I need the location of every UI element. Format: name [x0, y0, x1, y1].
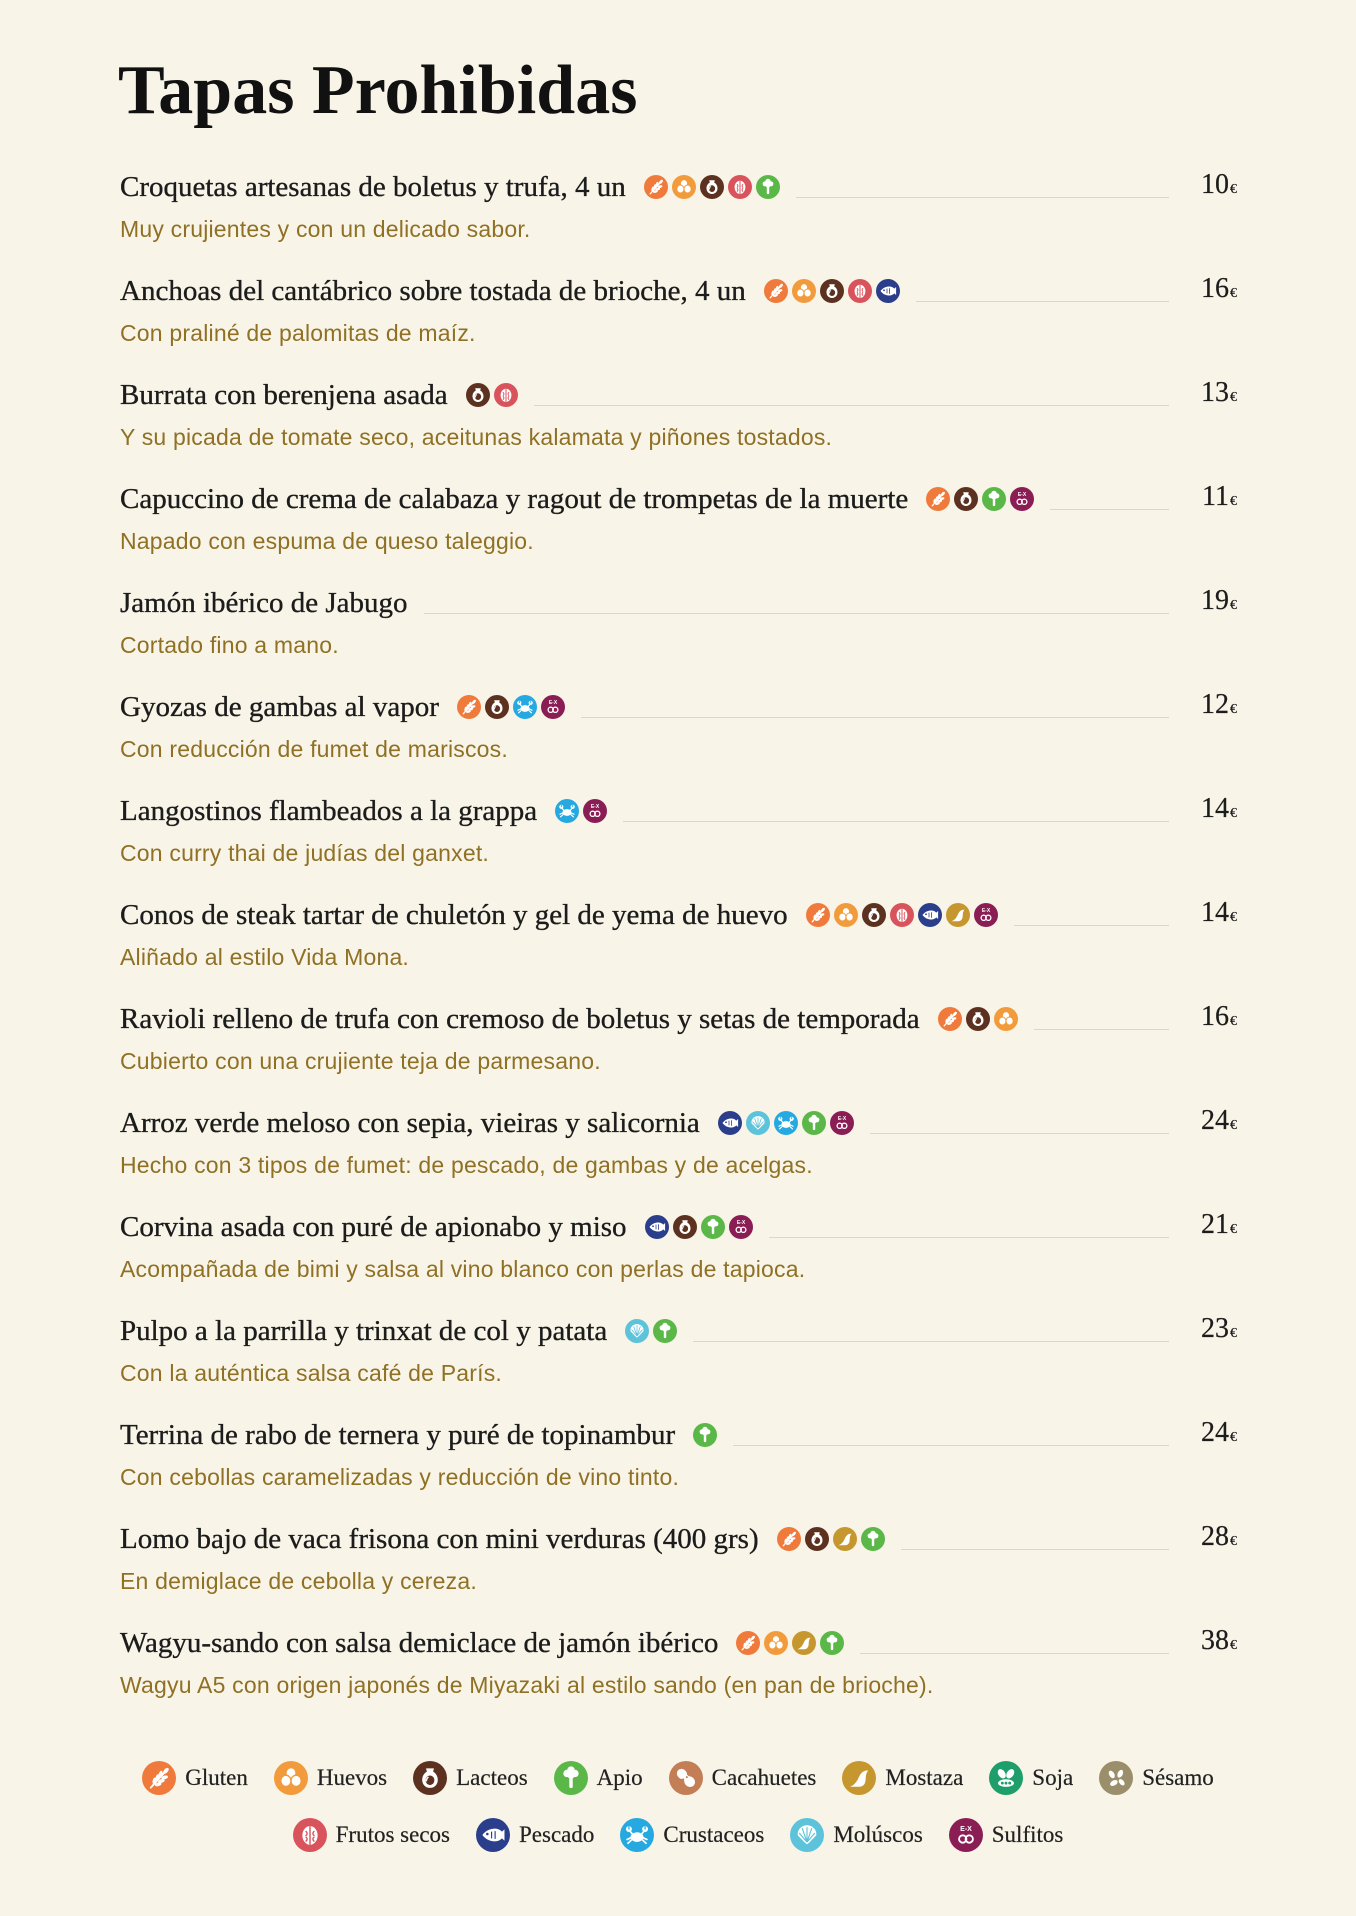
item-description: Cubierto con una crujiente teja de parmesano. [120, 1048, 601, 1074]
item-name: Gyozas de gambas al vapor [120, 691, 439, 723]
menu-list [120, 167, 1237, 1727]
celery-icon [554, 1761, 588, 1795]
item-price [1179, 1309, 1237, 1354]
wheat-icon [644, 175, 668, 199]
item-price [1179, 997, 1237, 1042]
legend-item-lacteos [413, 1761, 528, 1795]
price-amount: 14 [1201, 896, 1229, 928]
item-description: Con curry thai de judías del ganxet. [120, 840, 490, 866]
item-price [1179, 789, 1237, 834]
legend-label: Apio [596, 1765, 643, 1790]
item-description: Napado con espuma de queso taleggio. [120, 528, 534, 554]
menu-item [120, 791, 1237, 895]
legend-label: Sésamo [1142, 1765, 1214, 1790]
currency-symbol: € [1230, 1325, 1237, 1341]
milk-jug-icon [700, 175, 724, 199]
legend-item-huevos [274, 1761, 387, 1795]
item-price [1179, 1101, 1237, 1146]
currency-symbol: € [1230, 493, 1237, 509]
item-name: Lomo bajo de vaca frisona con mini verduras (400 grs) [120, 1523, 759, 1555]
allergen-icons [555, 799, 607, 823]
leader-line [769, 1237, 1169, 1238]
price-amount: 12 [1201, 688, 1229, 720]
item-price [1179, 581, 1237, 626]
celery-icon [982, 487, 1006, 511]
menu-item-header [120, 791, 1237, 831]
sulfites-icon [830, 1111, 854, 1135]
item-description: Y su picada de tomate seco, aceitunas kalamata y piñones tostados. [120, 424, 833, 450]
item-price [1179, 893, 1237, 938]
menu-item-header [120, 375, 1237, 415]
allergen-icons [764, 279, 900, 303]
item-name: Pulpo a la parrilla y trinxat de col y patata [120, 1315, 608, 1347]
eggs-icon [994, 1007, 1018, 1031]
price-amount: 28 [1201, 1520, 1229, 1552]
eggs-icon [672, 175, 696, 199]
price-amount: 24 [1201, 1104, 1229, 1136]
crab-icon [620, 1818, 654, 1852]
sulfites-icon [974, 903, 998, 927]
milk-jug-icon [805, 1527, 829, 1551]
menu-item-header [120, 895, 1237, 935]
price-amount: 16 [1201, 1000, 1229, 1032]
fish-icon [476, 1818, 510, 1852]
soy-icon [989, 1761, 1023, 1795]
item-price [1179, 685, 1237, 730]
item-description: Cortado fino a mano. [120, 632, 339, 658]
price-amount: 14 [1201, 792, 1229, 824]
fish-icon [918, 903, 942, 927]
item-name: Corvina asada con puré de apionabo y miso [120, 1211, 627, 1243]
celery-icon [820, 1631, 844, 1655]
allergen-legend [0, 1756, 1356, 1870]
currency-symbol: € [1230, 1429, 1237, 1445]
menu-item-header [120, 1519, 1237, 1559]
allergen-icons [645, 1215, 753, 1239]
eggs-icon [274, 1761, 308, 1795]
wheat-icon [777, 1527, 801, 1551]
wheat-icon [142, 1761, 176, 1795]
mustard-icon [946, 903, 970, 927]
menu-item-header [120, 1415, 1237, 1455]
eggs-icon [834, 903, 858, 927]
legend-item-mostaza [842, 1761, 963, 1795]
milk-jug-icon [485, 695, 509, 719]
legend-label: Frutos secos [335, 1822, 451, 1847]
leader-line [581, 717, 1169, 718]
legend-item-gluten [142, 1761, 248, 1795]
menu-item [120, 271, 1237, 375]
walnut-icon [728, 175, 752, 199]
menu-item [120, 1207, 1237, 1311]
legend-row [0, 1813, 1356, 1857]
price-amount: 13 [1201, 376, 1229, 408]
item-price [1179, 373, 1237, 418]
price-amount: 10 [1201, 168, 1229, 200]
menu-item [120, 1415, 1237, 1519]
celery-icon [693, 1423, 717, 1447]
sulfites-icon [541, 695, 565, 719]
legend-label: Molúscos [833, 1822, 923, 1847]
menu-item-header [120, 167, 1237, 207]
item-price [1179, 1517, 1237, 1562]
mustard-icon [792, 1631, 816, 1655]
item-name: Arroz verde meloso con sepia, vieiras y salicornia [120, 1107, 700, 1139]
allergen-icons [625, 1319, 677, 1343]
legend-label: Crustaceos [663, 1822, 765, 1847]
allergen-icons [736, 1631, 844, 1655]
allergen-icons [693, 1423, 717, 1447]
shell-icon [790, 1818, 824, 1852]
item-description: Muy crujientes y con un delicado sabor. [120, 216, 531, 242]
legend-item-crustaceos [620, 1818, 764, 1852]
item-price [1179, 1413, 1237, 1458]
currency-symbol: € [1230, 285, 1237, 301]
leader-line [534, 405, 1169, 406]
item-description: Aliñado al estilo Vida Mona. [120, 944, 410, 970]
legend-row [0, 1756, 1356, 1800]
menu-item [120, 479, 1237, 583]
item-name: Terrina de rabo de ternera y puré de topinambur [120, 1419, 676, 1451]
price-amount: 24 [1201, 1416, 1229, 1448]
milk-jug-icon [966, 1007, 990, 1031]
allergen-icons [806, 903, 998, 927]
menu-item [120, 1623, 1237, 1727]
legend-item-moluscos [790, 1818, 922, 1852]
celery-icon [756, 175, 780, 199]
celery-icon [653, 1319, 677, 1343]
crab-icon [555, 799, 579, 823]
item-name: Conos de steak tartar de chuletón y gel de yema de huevo [120, 899, 788, 931]
currency-symbol: € [1230, 1533, 1237, 1549]
walnut-icon [890, 903, 914, 927]
legend-label: Mostaza [885, 1765, 964, 1790]
crab-icon [513, 695, 537, 719]
currency-symbol: € [1230, 1637, 1237, 1653]
menu-item [120, 1103, 1237, 1207]
legend-label: Gluten [185, 1765, 248, 1790]
menu-item [120, 1311, 1237, 1415]
currency-symbol: € [1230, 1013, 1237, 1029]
leader-line [860, 1653, 1169, 1654]
price-amount: 38 [1201, 1624, 1229, 1656]
allergen-icons [926, 487, 1034, 511]
leader-line [1034, 1029, 1169, 1030]
eggs-icon [792, 279, 816, 303]
item-name: Langostinos flambeados a la grappa [120, 795, 538, 827]
menu-item-header [120, 479, 1237, 519]
menu-item-header [120, 1311, 1237, 1351]
sesame-icon [1099, 1761, 1133, 1795]
allergen-icons [718, 1111, 854, 1135]
menu-item [120, 687, 1237, 791]
menu-item-header [120, 687, 1237, 727]
currency-symbol: € [1230, 1117, 1237, 1133]
mustard-icon [833, 1527, 857, 1551]
currency-symbol: € [1230, 701, 1237, 717]
currency-symbol: € [1230, 389, 1237, 405]
wheat-icon [938, 1007, 962, 1031]
fish-icon [876, 279, 900, 303]
item-price [1179, 1205, 1237, 1250]
menu-item [120, 999, 1237, 1103]
legend-item-frutos-secos [293, 1818, 450, 1852]
celery-icon [861, 1527, 885, 1551]
sulfites-icon [729, 1215, 753, 1239]
item-price [1179, 165, 1237, 210]
legend-item-cacahuetes [669, 1761, 817, 1795]
milk-jug-icon [466, 383, 490, 407]
legend-item-apio [554, 1761, 643, 1795]
menu-item-header [120, 1623, 1237, 1663]
leader-line [796, 197, 1169, 198]
milk-jug-icon [673, 1215, 697, 1239]
legend-label: Cacahuetes [711, 1765, 817, 1790]
leader-line [901, 1549, 1169, 1550]
menu-item-header [120, 1103, 1237, 1143]
leader-line [424, 613, 1169, 614]
currency-symbol: € [1230, 597, 1237, 613]
item-description: En demiglace de cebolla y cereza. [120, 1568, 477, 1594]
item-price [1179, 477, 1237, 522]
item-description: Acompañada de bimi y salsa al vino blanco con perlas de tapioca. [120, 1256, 806, 1282]
legend-item-sesamo [1099, 1761, 1214, 1795]
item-name: Wagyu-sando con salsa demiclace de jamón ibérico [120, 1627, 719, 1659]
price-amount: 11 [1202, 480, 1229, 512]
item-description: Con praliné de palomitas de maíz. [120, 320, 476, 346]
menu-item [120, 167, 1237, 271]
currency-symbol: € [1230, 181, 1237, 197]
price-amount: 19 [1201, 584, 1229, 616]
legend-label: Pescado [519, 1822, 595, 1847]
leader-line [1050, 509, 1169, 510]
allergen-icons [457, 695, 565, 719]
walnut-icon [848, 279, 872, 303]
allergen-icons [644, 175, 780, 199]
leader-line [1014, 925, 1169, 926]
page-title: Tapas Prohibidas [118, 52, 638, 129]
leader-line [870, 1133, 1169, 1134]
item-name: Ravioli relleno de trufa con cremoso de boletus y setas de temporada [120, 1003, 920, 1035]
walnut-icon [293, 1818, 327, 1852]
walnut-icon [494, 383, 518, 407]
allergen-icons [777, 1527, 885, 1551]
milk-jug-icon [954, 487, 978, 511]
menu-item [120, 1519, 1237, 1623]
leader-line [623, 821, 1169, 822]
wheat-icon [457, 695, 481, 719]
item-name: Burrata con berenjena asada [120, 379, 448, 411]
sulfites-icon [949, 1818, 983, 1852]
peanut-icon [669, 1761, 703, 1795]
item-description: Hecho con 3 tipos de fumet: de pescado, de gambas y de acelgas. [120, 1152, 813, 1178]
legend-label: Huevos [316, 1765, 388, 1790]
wheat-icon [926, 487, 950, 511]
fish-icon [645, 1215, 669, 1239]
item-description: Con reducción de fumet de mariscos. [120, 736, 508, 762]
shell-icon [746, 1111, 770, 1135]
menu-item-header [120, 583, 1237, 623]
currency-symbol: € [1230, 909, 1237, 925]
sulfites-icon [583, 799, 607, 823]
item-description: Wagyu A5 con origen japonés de Miyazaki al estilo sando (en pan de brioche). [120, 1672, 934, 1698]
allergen-icons [938, 1007, 1018, 1031]
item-name: Anchoas del cantábrico sobre tostada de brioche, 4 un [120, 275, 746, 307]
price-amount: 16 [1201, 272, 1229, 304]
item-name: Capuccino de crema de calabaza y ragout de trompetas de la muerte [120, 483, 909, 515]
mustard-icon [842, 1761, 876, 1795]
allergen-icons [466, 383, 518, 407]
legend-item-soja [989, 1761, 1073, 1795]
menu-item [120, 375, 1237, 479]
milk-jug-icon [820, 279, 844, 303]
celery-icon [701, 1215, 725, 1239]
fish-icon [718, 1111, 742, 1135]
item-price [1179, 1621, 1237, 1666]
item-description: Con la auténtica salsa café de París. [120, 1360, 503, 1386]
menu-item-header [120, 271, 1237, 311]
leader-line [693, 1341, 1169, 1342]
item-price [1179, 269, 1237, 314]
legend-item-pescado [476, 1818, 594, 1852]
menu-item-header [120, 1207, 1237, 1247]
item-name: Croquetas artesanas de boletus y trufa, 4 un [120, 171, 626, 203]
milk-jug-icon [862, 903, 886, 927]
menu-item-header [120, 999, 1237, 1039]
item-name: Jamón ibérico de Jabugo [120, 587, 408, 619]
sulfites-icon [1010, 487, 1034, 511]
legend-label: Soja [1032, 1765, 1074, 1790]
wheat-icon [736, 1631, 760, 1655]
crab-icon [774, 1111, 798, 1135]
price-amount: 21 [1201, 1208, 1229, 1240]
leader-line [733, 1445, 1169, 1446]
price-amount: 23 [1201, 1312, 1229, 1344]
milk-jug-icon [413, 1761, 447, 1795]
leader-line [916, 301, 1169, 302]
legend-label: Sulfitos [991, 1822, 1064, 1847]
legend-label: Lacteos [456, 1765, 528, 1790]
currency-symbol: € [1230, 805, 1237, 821]
menu-item [120, 895, 1237, 999]
legend-item-sulfitos [949, 1818, 1064, 1852]
wheat-icon [764, 279, 788, 303]
wheat-icon [806, 903, 830, 927]
celery-icon [802, 1111, 826, 1135]
menu-item [120, 583, 1237, 687]
item-description: Con cebollas caramelizadas y reducción de vino tinto. [120, 1464, 680, 1490]
shell-icon [625, 1319, 649, 1343]
eggs-icon [764, 1631, 788, 1655]
currency-symbol: € [1230, 1221, 1237, 1237]
